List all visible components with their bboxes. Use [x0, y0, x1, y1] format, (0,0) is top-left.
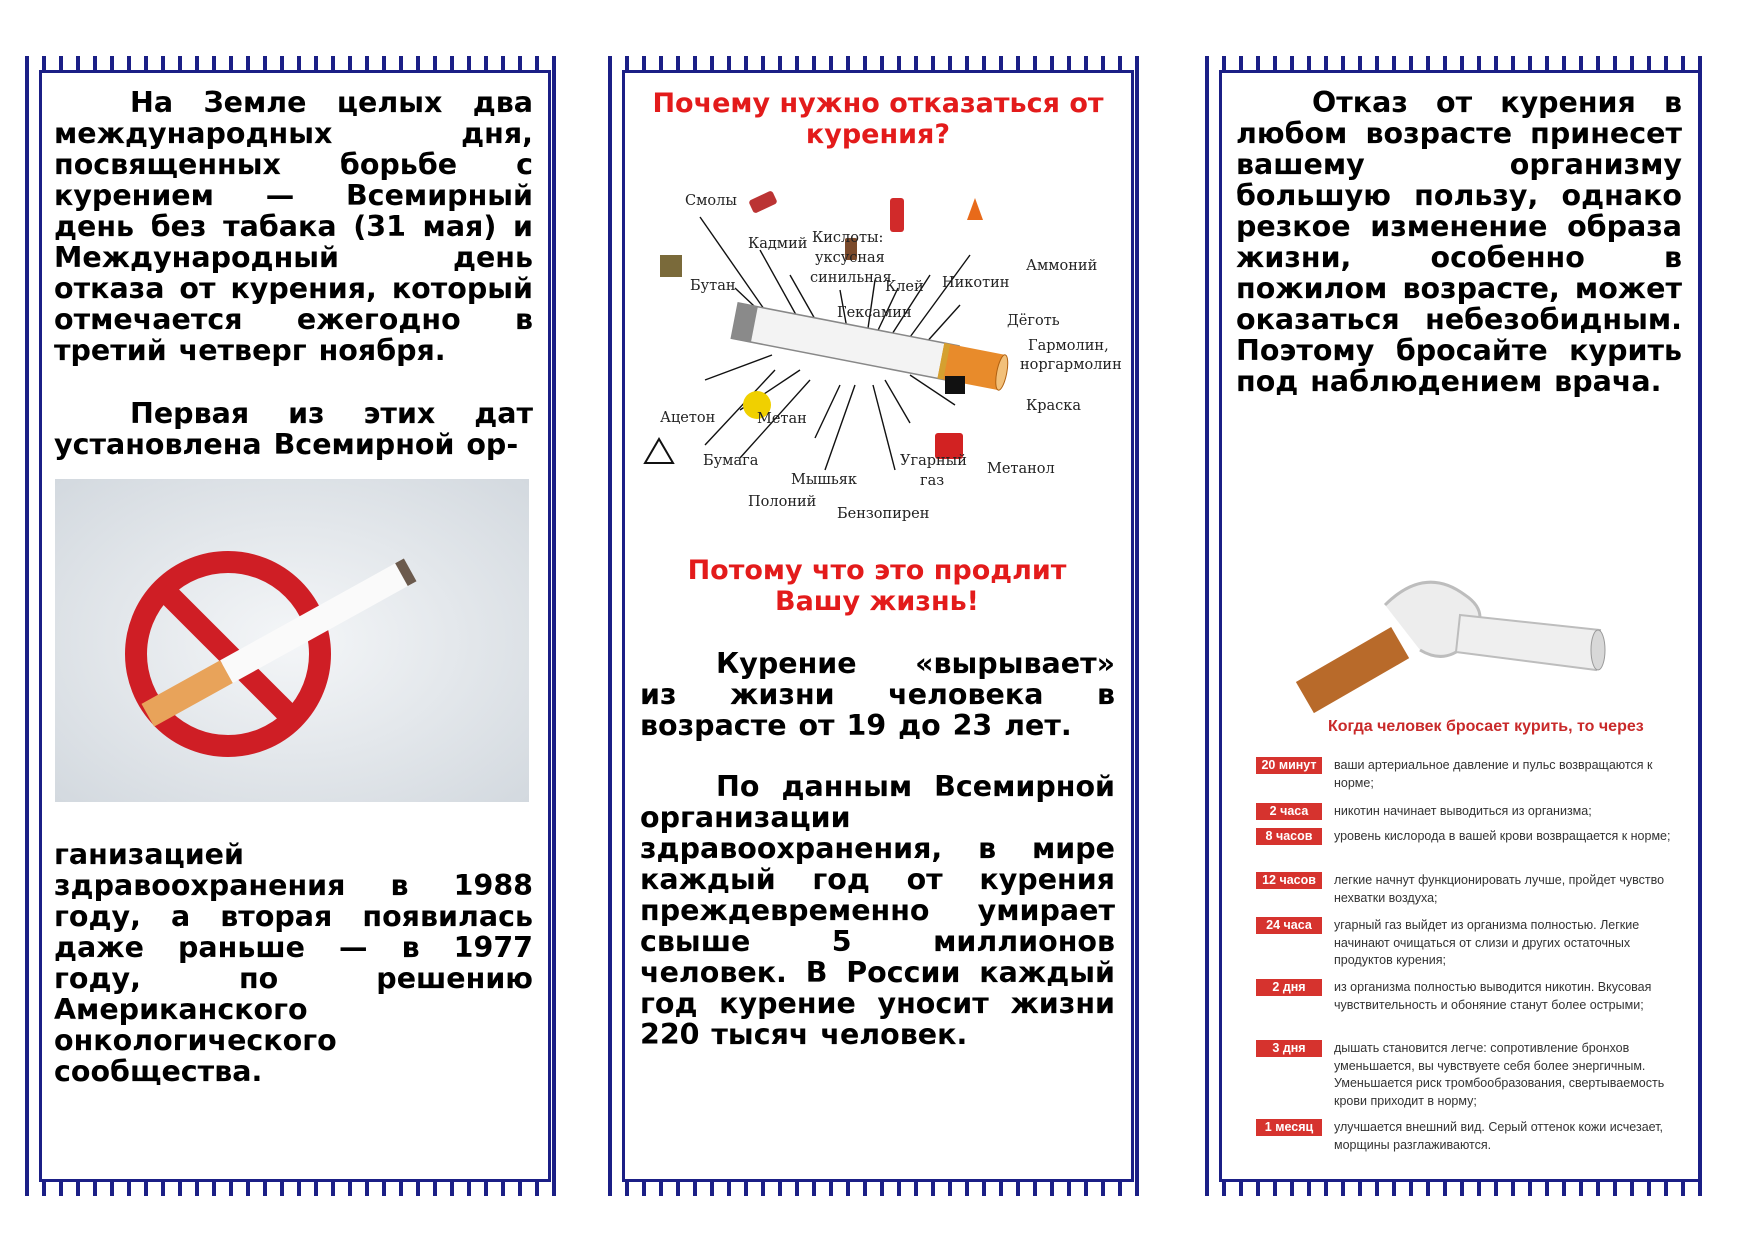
timeline-time: 8 часов [1256, 828, 1322, 845]
label-geksamin: Гексамин [837, 305, 912, 321]
timeline-row [1256, 872, 1676, 907]
timeline-title: Когда человек бросает курить, то через [1328, 718, 1644, 735]
label-kisloty: Кислоты: [812, 230, 884, 246]
left-para-2b: ганизацией здравоохранения в 1988 году, а вторая появилась даже раньше — в 1977 году, по решению Американского онкологического сообщества. [54, 838, 533, 1088]
timeline-time: 2 дня [1256, 979, 1322, 996]
label-smoly: Смолы [685, 193, 737, 209]
timeline-time: 12 часов [1256, 872, 1322, 889]
timeline-row [1256, 828, 1676, 846]
left-para-1: На Земле целых два международных дня, посвященных борьбе с курением — Всемирный день без табака (31 мая) и Международный день отказа от курения, который отмечается ежегодно в третий четверг ноября. [54, 86, 533, 367]
slogan: Потому что это продлит Вашу жизнь! [687, 555, 1067, 617]
timeline-time: 24 часа [1256, 917, 1322, 934]
label-ugarny-2: газ [920, 473, 945, 489]
timeline-row [1256, 757, 1676, 792]
label-kadmiy: Кадмий [748, 236, 808, 252]
timeline-row [1256, 979, 1676, 1014]
left-para-2a: Первая из этих дат установлена Всемирной ор- [54, 397, 533, 461]
label-metan: Метан [757, 411, 807, 427]
label-poloniy: Полоний [748, 494, 817, 510]
timeline-text: угарный газ выйдет из организма полностью. Легкие начинают очищаться от слизи и других остаточных продуктов курения; [1334, 918, 1640, 967]
timeline-text: никотин начинает выводиться из организма; [1334, 804, 1592, 818]
label-garmolin: Гармолин, [1028, 338, 1109, 354]
label-metanol: Метанол [987, 461, 1055, 477]
label-garmolin-2: норгармолин [1020, 357, 1122, 373]
label-kraska: Краска [1026, 398, 1081, 414]
label-klei: Клей [885, 279, 924, 295]
timeline-time: 1 месяц [1256, 1119, 1322, 1136]
label-myshyak: Мышьяк [791, 472, 857, 488]
label-degot: Дёготь [1007, 313, 1060, 329]
label-aceton: Ацетон [660, 410, 716, 426]
timeline-row [1256, 803, 1676, 821]
label-nikotin: Никотин [942, 275, 1010, 291]
label-bumaga: Бумага [703, 453, 759, 469]
timeline-time: 3 дня [1256, 1040, 1322, 1057]
why-quit-title: Почему нужно отказаться от курения? [652, 88, 1104, 150]
timeline-text: дышать становится легче: сопротивление бронхов уменьшается, вы чувствуете себя более энергичным. Уменьшается риск тромбообразования, свертываемость крови приходит в норму; [1334, 1041, 1665, 1108]
timeline-row [1256, 1119, 1676, 1154]
timeline-time: 2 часа [1256, 803, 1322, 820]
timeline-text: легкие начнут функционировать лучше, пройдет чувство нехватки воздуха; [1334, 873, 1665, 905]
no-smoking-image [55, 479, 529, 802]
label-ammoniy: Аммоний [1026, 258, 1098, 274]
label-ugarny: Угарный [900, 453, 967, 469]
timeline-row [1256, 1040, 1676, 1110]
label-kisloty-2: уксусная [815, 250, 885, 266]
timeline-text: ваши артериальное давление и пульс возвращаются к норме; [1334, 758, 1653, 790]
timeline-text: улучшается внешний вид. Серый оттенок кожи исчезает, морщины разглаживаются. [1334, 1120, 1664, 1152]
timeline-time: 20 минут [1256, 757, 1322, 774]
label-kisloty-3: синильная [810, 270, 892, 286]
timeline-text: из организма полностью выводится никотин. Вкусовая чувствительность и обоняние станут более острыми; [1334, 980, 1652, 1012]
middle-para-2: По данным Всемирной организации здравоохранения, в мире каждый год от курения преждевременно умирает свыше 5 миллионов человек. В России каждый год курение уносит жизни 220 тысяч человек. [640, 770, 1115, 1051]
knotted-cigarette-image [1280, 535, 1640, 715]
label-butan: Бутан [690, 278, 736, 294]
middle-para-1: Курение «вырывает» из жизни человека в возрасте от 19 до 23 лет. [640, 647, 1115, 742]
timeline-row [1256, 917, 1676, 970]
right-para-1: Отказ от курения в любом возрасте принесет вашему организму большую пользу, однако резкое изменение образа жизни, особенно в пожилом возрасте, может оказаться небезобидным. Поэтому бросайте курить под наблюдением врача. [1236, 86, 1682, 398]
label-benzopiren: Бензопирен [837, 506, 930, 522]
timeline-text: уровень кислорода в вашей крови возвращается к норме; [1334, 829, 1671, 843]
